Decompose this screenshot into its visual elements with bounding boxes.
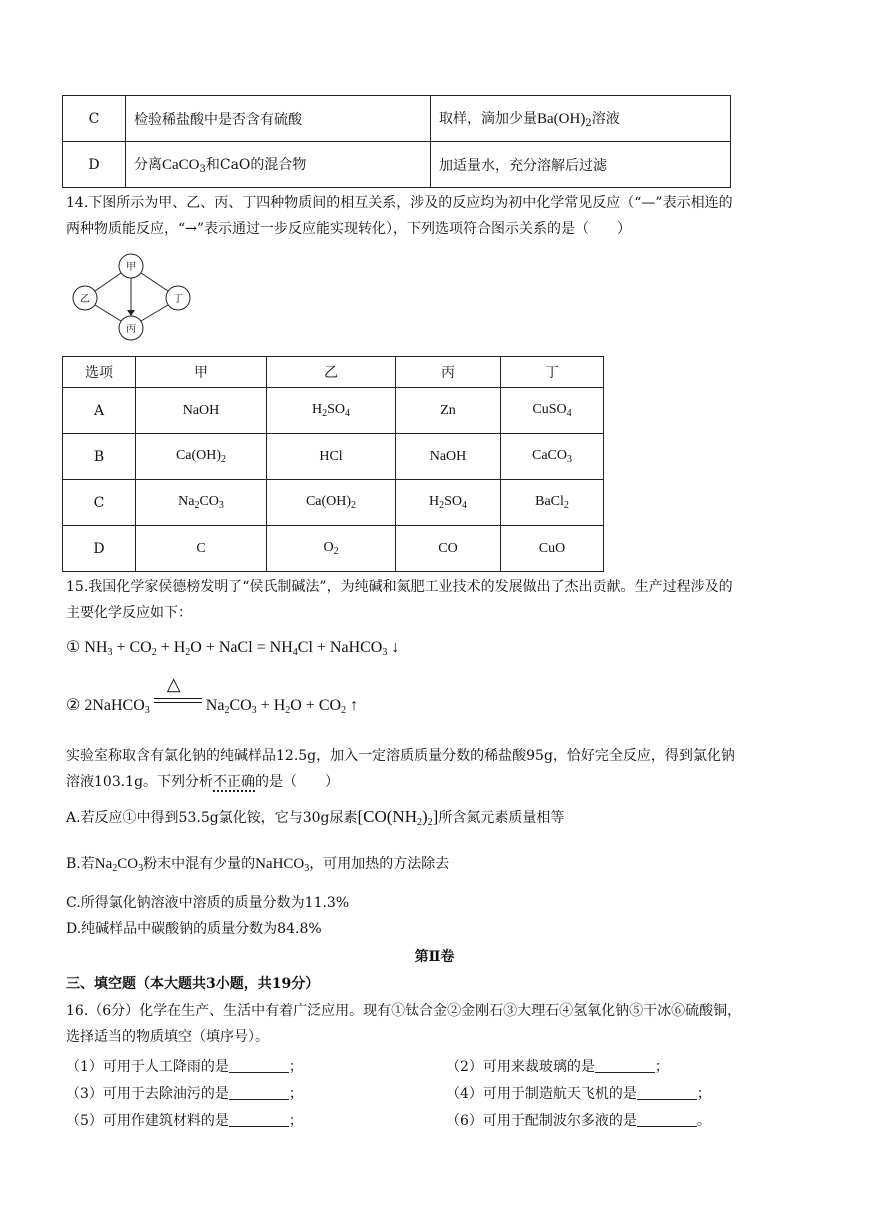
- row-purpose: 检验稀盐酸中是否含有硫酸: [126, 96, 431, 142]
- header-ding: 丁: [501, 357, 604, 388]
- q14-text-1: 14.下图所示为甲、乙、丙、丁四种物质间的相互关系，涉及的反应均为初中化学常见反应（“—”表示相连的: [66, 195, 733, 211]
- q16-text-2: 选择适当的物质填空（填序号）。: [66, 1029, 269, 1045]
- reagent-table: [62, 95, 731, 188]
- equation-2: ② 2NaHCO$_3$ △ $Na_2CO_3 + H_2O + CO_2$ ↑: [66, 674, 359, 716]
- q16-item-2: （2）可用来裁玻璃的是 ；: [446, 1059, 669, 1075]
- heat-condition: △: [166, 674, 181, 694]
- emphasis-not-correct: 不正确: [213, 774, 256, 790]
- row-label: C: [63, 96, 126, 142]
- row-purpose: 分离CaCO$_3$和CaO的混合物: [126, 142, 431, 188]
- options-table: [62, 356, 604, 572]
- q15-para-2: 溶液103.1g。下列分析不正确的是（ ）: [66, 774, 340, 790]
- equation-1: ① $NH_3 + CO_2 + H_2O$ + NaCl = $NH_4Cl$ + NaHCO$_3$ ↓: [66, 639, 400, 658]
- option-b: B.若$Na_2CO_3$粉末中混有少量的NaHCO$_3$，可用加热的方法除去: [66, 856, 450, 874]
- q16-item-6: （6）可用于配制波尔多液的是 。: [446, 1113, 711, 1129]
- row-label: D: [63, 142, 126, 188]
- table-header: [63, 357, 604, 388]
- relation-diagram: [66, 252, 196, 344]
- volume-title: 第Ⅱ卷: [414, 949, 455, 965]
- node-yi: 乙: [80, 294, 90, 305]
- section-heading: 三、填空题（本大题共3小题，共19分）: [66, 976, 320, 992]
- option-a: A.若反应①中得到53.5g氯化铵，它与30g尿素$[CO(NH_2)_2]$所含氮元素质量相等: [66, 807, 565, 828]
- answer-blank[interactable]: [229, 1112, 289, 1127]
- row-method: 加适量水，充分溶解后过滤: [431, 142, 731, 188]
- answer-blank[interactable]: [229, 1085, 289, 1100]
- table-row: C $Na_2CO_3$ $Ca(OH)_2$ $H_2SO_4$ BaCl$_2$: [63, 480, 604, 526]
- node-jia: 甲: [126, 262, 136, 273]
- header-option: 选项: [63, 357, 136, 388]
- table-row: [63, 96, 731, 142]
- answer-blank[interactable]: [637, 1085, 697, 1100]
- q16-text-1: 16.（6分）化学在生产、生活中有着广泛应用。现有①钛合金②金刚石③大理石④氢氧化钠⑤干冰⑥硫酸铜，: [66, 1003, 742, 1019]
- q16-item-1: （1）可用于人工降雨的是 ；: [66, 1059, 303, 1075]
- node-ding: 丁: [173, 294, 183, 305]
- table-row: A NaOH $H_2SO_4$ Zn CuSO$_4$: [63, 388, 604, 434]
- header-yi: 乙: [267, 357, 396, 388]
- q15-para-1: 实验室称取含有氯化钠的纯碱样品12.5g，加入一定溶质质量分数的稀盐酸95g，恰好完全反应，得到氯化钠: [66, 748, 735, 764]
- row-method: 取样，滴加少量$Ba(OH)_2$溶液: [431, 96, 731, 142]
- q16-item-5: （5）可用作建筑材料的是 ；: [66, 1113, 303, 1129]
- q14-text-2: 两种物质能反应，“→”表示通过一步反应能实现转化），下列选项符合图示关系的是（ ）: [66, 221, 632, 237]
- q15-text-2: 主要化学反应如下：: [66, 605, 192, 621]
- q15-text-1: 15.我国化学家侯德榜发明了“侯氏制碱法”，为纯碱和氮肥工业技术的发展做出了杰出贡献。生产过程涉及的: [66, 579, 733, 595]
- q16-item-4: （4）可用于制造航天飞机的是 ；: [446, 1086, 711, 1102]
- header-jia: 甲: [136, 357, 267, 388]
- table-row: B $Ca(OH)_2$ HCl NaOH CaCO$_3$: [63, 434, 604, 480]
- q16-item-3: （3）可用于去除油污的是 ；: [66, 1086, 303, 1102]
- header-bing: 丙: [396, 357, 501, 388]
- table-row: D C $O_2$ CO CuO: [63, 526, 604, 572]
- node-bing: 丙: [126, 324, 136, 335]
- option-d: D.纯碱样品中碳酸钠的质量分数为84.8%: [66, 921, 322, 937]
- table-row: [63, 142, 731, 188]
- answer-blank[interactable]: [229, 1058, 289, 1073]
- option-c: C.所得氯化钠溶液中溶质的质量分数为11.3%: [66, 895, 350, 911]
- answer-blank[interactable]: [637, 1112, 697, 1127]
- answer-blank[interactable]: [595, 1058, 655, 1073]
